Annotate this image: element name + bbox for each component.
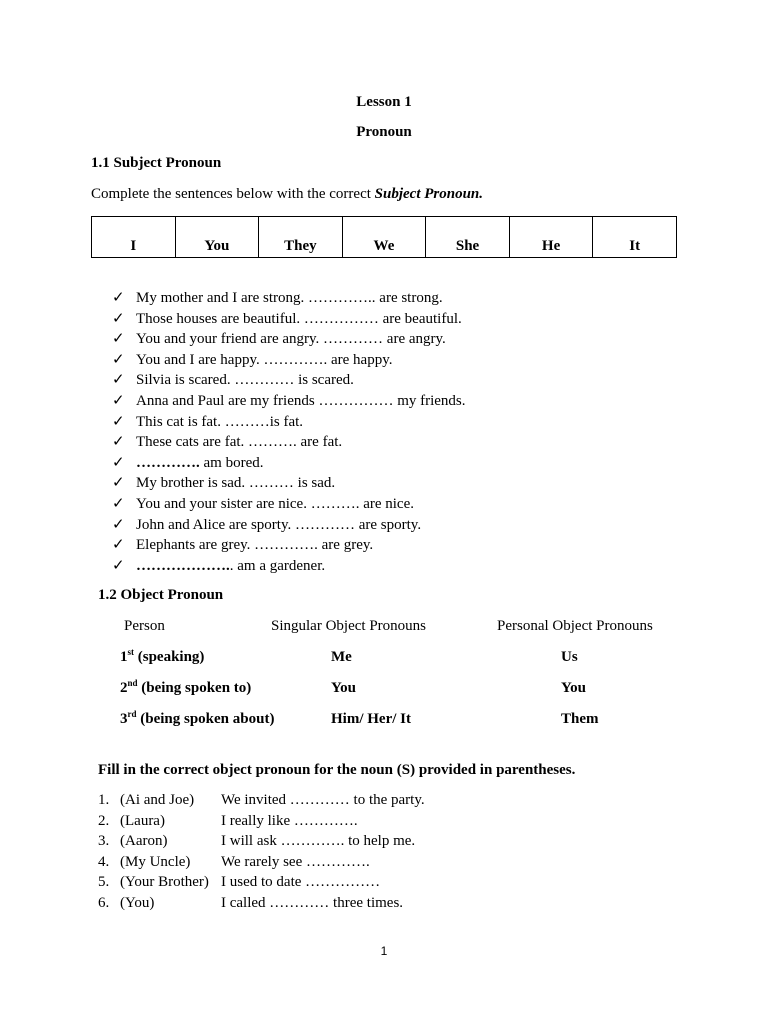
exercise-instruction: Fill in the correct object pronoun for the noun (S) provided in parentheses. [98, 762, 576, 778]
person-desc: (speaking) [134, 649, 205, 665]
item-noun: (My Uncle) [120, 853, 191, 870]
person-num: 1 [120, 649, 128, 665]
list-item [112, 349, 466, 370]
plural-first: Us [561, 649, 578, 665]
list-item [112, 472, 466, 493]
col-header-person: Person [124, 618, 165, 634]
list-item [112, 555, 466, 576]
list-item [112, 411, 466, 432]
check-icon: ✓ [112, 473, 125, 492]
singular-third: Him/ Her/ It [331, 711, 411, 727]
sentence-text: Silvia is scared. ………… is scared. [136, 372, 354, 389]
singular-first: Me [331, 649, 352, 665]
person-sup: st [127, 647, 134, 657]
check-icon: ✓ [112, 493, 125, 512]
item-number: 6. [98, 894, 110, 911]
lesson-title: Lesson 1 [356, 94, 412, 110]
instruction-emphasis: Subject Pronoun. [374, 186, 484, 202]
col-header-singular: Singular Object Pronouns [271, 618, 426, 634]
list-item [112, 452, 466, 473]
item-noun: (Ai and Joe) [120, 792, 195, 808]
sentence-text: You and your friend are angry. ………… are angry. [136, 331, 446, 348]
list-item [112, 514, 466, 535]
item-sentence: I really like …………. [221, 812, 358, 829]
person-desc: (being spoken to) [137, 680, 252, 696]
person-second [120, 680, 251, 697]
sentence-text: Anna and Paul are my friends …………… my friends. [136, 392, 466, 409]
page-number: 1 [380, 944, 388, 958]
check-icon: ✓ [112, 432, 125, 451]
pronoun-cell: You [175, 217, 259, 258]
list-item [112, 308, 466, 329]
sentence-text: Those houses are beautiful. …………… are beautiful. [136, 310, 462, 327]
section-1-instruction [91, 186, 483, 203]
person-desc: (being spoken about) [136, 711, 275, 727]
person-third [120, 711, 274, 728]
pronoun-cell: I [92, 217, 176, 258]
item-number: 2. [98, 812, 110, 829]
section-2-heading: 1.2 Object Pronoun [98, 587, 224, 603]
person-num: 3 [120, 711, 128, 727]
item-noun: (Aaron) [120, 833, 168, 850]
section-1-heading: 1.1 Subject Pronoun [91, 155, 222, 171]
subject-pronoun-table [91, 216, 677, 258]
sentence-text: am bored. [199, 454, 264, 471]
item-number: 4. [98, 853, 110, 870]
sentence-blank: …………. [136, 454, 200, 471]
check-icon: ✓ [112, 329, 125, 348]
list-item [112, 431, 466, 452]
item-sentence: We rarely see …………. [221, 853, 370, 870]
check-icon: ✓ [112, 535, 125, 554]
plural-second: You [561, 680, 587, 696]
pronoun-cell: We [342, 217, 426, 258]
sentence-text: These cats are fat. ………. are fat. [136, 434, 343, 451]
pronoun-cell: She [426, 217, 510, 258]
item-number: 5. [98, 874, 110, 891]
sentence-blank: ………………. [136, 557, 230, 574]
sentence-text: John and Alice are sporty. ………… are sporty. [136, 516, 422, 533]
check-icon: ✓ [112, 514, 125, 533]
check-icon: ✓ [112, 370, 125, 389]
sentence-text: This cat is fat. ………is fat. [136, 413, 304, 430]
person-num: 2 [120, 680, 128, 696]
person-sup: nd [127, 678, 138, 688]
item-sentence: I used to date …………… [221, 874, 381, 891]
check-icon: ✓ [112, 555, 125, 574]
sentence-text: . am a gardener. [229, 557, 326, 574]
col-header-plural: Personal Object Pronouns [497, 618, 653, 634]
pronoun-cell: They [259, 217, 343, 258]
plural-third: Them [561, 711, 599, 727]
sentence-text: My mother and I are strong. ………….. are strong. [136, 290, 443, 306]
check-icon: ✓ [112, 452, 125, 471]
item-noun: (Laura) [120, 812, 165, 829]
list-item [112, 493, 466, 514]
person-sup: rd [127, 709, 137, 719]
item-noun: (You) [120, 894, 155, 911]
list-item [112, 328, 466, 349]
list-item [112, 287, 466, 308]
sentence-text: You and I are happy. …………. are happy. [136, 351, 393, 368]
item-sentence: I called ………… three times. [221, 894, 404, 911]
sentence-text: You and your sister are nice. ………. are nice. [136, 495, 414, 512]
item-sentence: We invited ………… to the party. [221, 792, 425, 808]
item-number: 3. [98, 833, 110, 850]
list-item [112, 534, 466, 555]
instruction-text: Complete the sentences below with the correct [91, 186, 375, 202]
sentence-text: Elephants are grey. …………. are grey. [136, 537, 374, 554]
item-sentence: I will ask …………. to help me. [221, 833, 416, 850]
list-item [112, 390, 466, 411]
subject-pronoun-sentences [112, 287, 466, 575]
item-number: 1. [98, 792, 110, 808]
list-item [112, 369, 466, 390]
person-first [120, 649, 204, 666]
check-icon: ✓ [112, 349, 125, 368]
check-icon: ✓ [112, 390, 125, 409]
check-icon: ✓ [112, 411, 125, 430]
lesson-subtitle: Pronoun [356, 124, 412, 140]
pronoun-cell: He [509, 217, 593, 258]
check-icon: ✓ [112, 288, 125, 306]
sentence-text: My brother is sad. ……… is sad. [136, 475, 336, 492]
singular-second: You [331, 680, 357, 696]
check-icon: ✓ [112, 308, 125, 327]
item-noun: (Your Brother) [120, 874, 209, 891]
pronoun-cell: It [593, 217, 677, 258]
